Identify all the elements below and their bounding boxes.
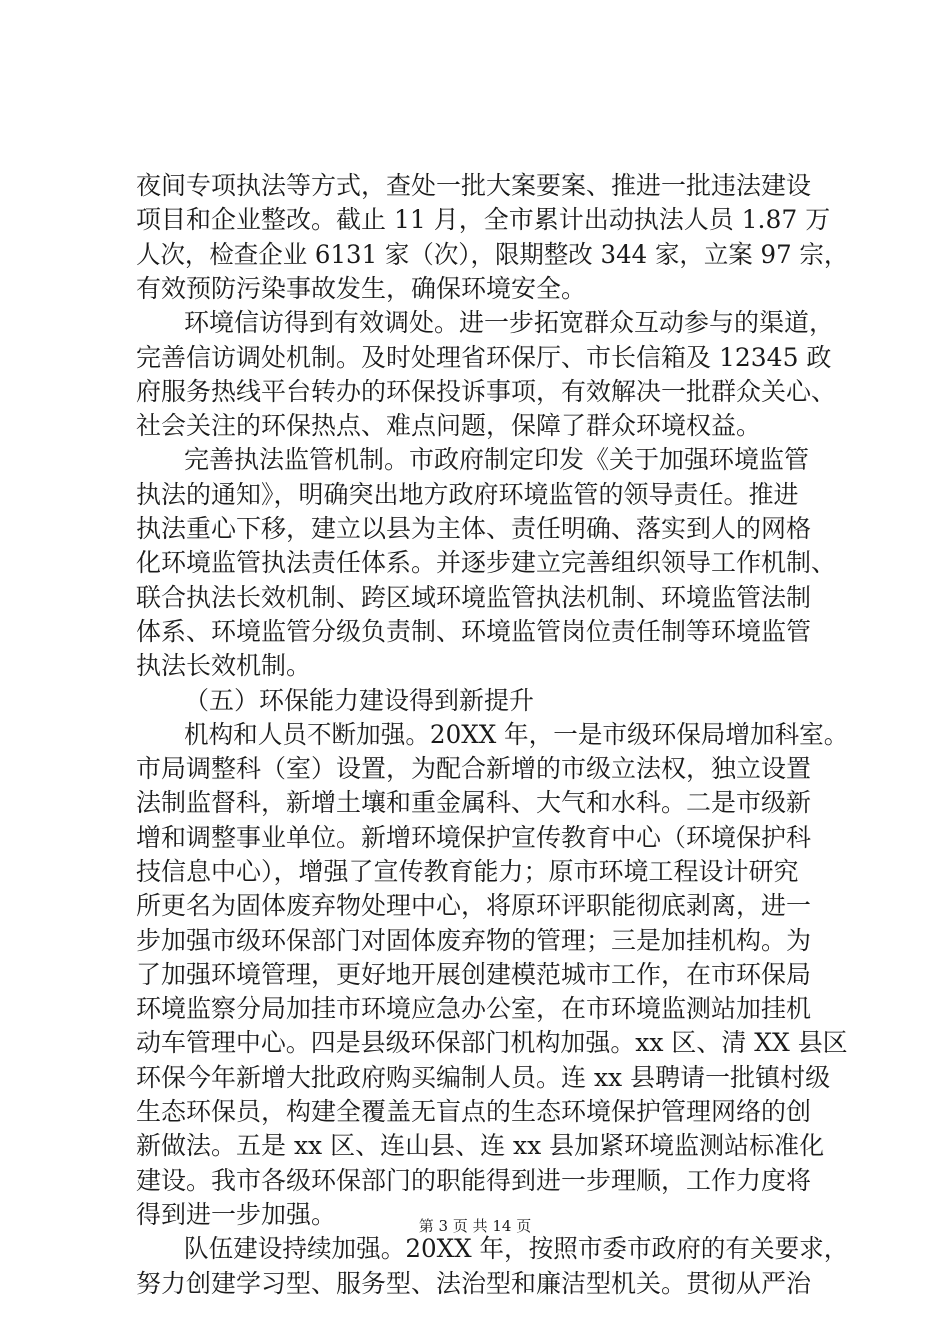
text-line: [0, 543, 950, 583]
text-line: [0, 646, 950, 686]
text-line-content: 技信息中心），增强了宣传教育能力；原市环境工程设计研究: [136, 857, 799, 886]
text-line: [0, 1023, 950, 1063]
text-line-content: 联合执法长效机制、跨区域环境监管执法机制、环境监管法制: [136, 583, 812, 612]
text-line-content: 执法重心下移，建立以县为主体、责任明确、落实到人的网格: [136, 514, 812, 543]
text-line-content: 体系、环境监管分级负责制、环境监管岗位责任制等环境监管: [136, 617, 812, 646]
text-line-content: 完善信访调处机制。及时处理省环保厅、市长信箱及 12345 政: [136, 343, 832, 372]
text-line-content: 了加强环境管理，更好地开展创建模范城市工作，在市环保局: [136, 960, 812, 989]
text-line-content: 府服务热线平台转办的环保投诉事项，有效解决一批群众关心、: [136, 377, 837, 406]
text-line-content: 完善执法监管机制。市政府制定印发《关于加强环境监管: [184, 445, 810, 474]
text-line-content: 得到进一步加强。: [136, 1200, 337, 1229]
text-line-content: 执法的通知》，明确突出地方政府环境监管的领导责任。推进: [136, 480, 799, 509]
text-line-content: 机构和人员不断加强。20XX 年，一是市级环保局增加科室。: [184, 720, 849, 749]
text-line: [0, 1126, 950, 1166]
text-line: [0, 440, 950, 480]
text-line-content: 市局调整科（室）设置，为配合新增的市级立法权，独立设置: [136, 754, 812, 783]
text-line: [0, 1264, 950, 1304]
text-line-content: 动车管理中心。四是县级环保部门机构加强。xx 区、清 XX 县区: [136, 1028, 848, 1057]
text-line-content: （五）环保能力建设得到新提升: [184, 686, 535, 715]
text-line-content: 环保今年新增大批政府购买编制人员。连 xx 县聘请一批镇村级: [136, 1063, 831, 1092]
text-line-content: 项目和企业整改。截止 11 月，全市累计出动执法人员 1.87 万: [136, 205, 831, 234]
text-line-content: 队伍建设持续加强。20XX 年，按照市委市政府的有关要求，: [184, 1234, 849, 1263]
text-line-content: 生态环保员，构建全覆盖无盲点的生态环境保护管理网络的创: [136, 1097, 812, 1126]
text-line: [0, 886, 950, 926]
text-line-content: 有效预防污染事故发生，确保环境安全。: [136, 274, 587, 303]
text-line-content: 社会关注的环保热点、难点问题，保障了群众环境权益。: [136, 411, 762, 440]
text-line-content: 所更名为固体废弃物处理中心，将原环评职能彻底剥离，进一: [136, 891, 812, 920]
text-line-content: 法制监督科，新增土壤和重金属科、大气和水科。二是市级新: [136, 788, 812, 817]
text-line-content: 夜间专项执法等方式，查处一批大案要案、推进一批违法建设: [136, 171, 812, 200]
text-line-content: 努力创建学习型、服务型、法治型和廉洁型机关。贯彻从严治: [136, 1269, 812, 1298]
text-line-content: 人次，检查企业 6131 家（次），限期整改 344 家，立案 97 宗，: [136, 240, 849, 269]
text-line: [0, 303, 950, 343]
text-line-content: 新做法。五是 xx 区、连山县、连 xx 县加紧环境监测站标准化: [136, 1131, 825, 1160]
page-number-footer: 第 3 页 共 14 页: [418, 1217, 532, 1235]
text-line-content: 环境信访得到有效调处。进一步拓宽群众互动参与的渠道，: [184, 308, 835, 337]
text-line-content: 建设。我市各级环保部门的职能得到进一步理顺，工作力度将: [136, 1166, 812, 1195]
text-line-content: 执法长效机制。: [136, 651, 312, 680]
text-line-content: 增和调整事业单位。新增环境保护宣传教育中心（环境保护科: [136, 823, 812, 852]
text-line-content: 化环境监管执法责任体系。并逐步建立完善组织领导工作机制、: [136, 548, 837, 577]
text-line-content: 环境监察分局加挂市环境应急办公室，在市环境监测站加挂机: [136, 994, 812, 1023]
text-line-content: 步加强市级环保部门对固体废弃物的管理；三是加挂机构。为: [136, 926, 812, 955]
text-line: [0, 200, 950, 240]
text-line: [0, 783, 950, 823]
